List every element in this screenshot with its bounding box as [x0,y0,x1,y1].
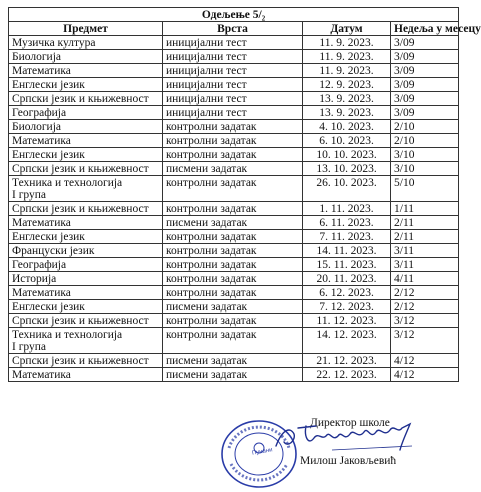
cell-date: 14. 12. 2023. [303,328,391,354]
table-row [9,354,459,368]
cell-type: иницијални тест [163,92,303,106]
table-row [9,78,459,92]
cell-subject-line: Српски језик и књижевност [12,355,149,367]
cell-subject [9,230,163,244]
table-row [9,64,459,78]
cell-subject [9,202,163,216]
table-row [9,368,459,382]
cell-subject-line: Техника и технологија [12,177,123,189]
table-row [9,300,459,314]
cell-date: 21. 12. 2023. [303,354,391,368]
cell-subject [9,92,163,106]
cell-week: 3/09 [391,106,459,120]
school-stamp-icon [219,418,299,490]
cell-type: иницијални тест [163,78,303,92]
cell-week: 3/09 [391,78,459,92]
table-row [9,286,459,300]
cell-subject-line: Музичка култура [12,37,96,49]
cell-subject [9,148,163,162]
cell-type: контролни задатак [163,148,303,162]
cell-date: 12. 9. 2023. [303,78,391,92]
cell-subject [9,176,163,202]
cell-date: 11. 9. 2023. [303,36,391,50]
cell-subject [9,328,163,354]
cell-date: 11. 12. 2023. [303,314,391,328]
cell-date: 15. 11. 2023. [303,258,391,272]
cell-subject-line: Биологија [12,121,62,133]
cell-subject-line: Биологија [12,51,62,63]
cell-type: писмени задатак [163,162,303,176]
cell-week: 2/12 [391,300,459,314]
cell-week: 3/12 [391,314,459,328]
cell-subject-line: Српски језик и књижевност [12,163,149,175]
cell-type: контролни задатак [163,176,303,202]
table-body [9,36,459,382]
cell-subject [9,354,163,368]
cell-subject [9,78,163,92]
cell-type: иницијални тест [163,106,303,120]
cell-week: 2/10 [391,120,459,134]
cell-type: писмени задатак [163,216,303,230]
cell-subject-line: Математика [12,287,71,299]
table-row [9,120,459,134]
cell-week: 2/11 [391,216,459,230]
cell-subject [9,258,163,272]
cell-subject-line: Енглески језик [12,231,85,243]
cell-subject [9,106,163,120]
cell-type: иницијални тест [163,50,303,64]
cell-subject [9,216,163,230]
cell-subject [9,272,163,286]
table-row [9,202,459,216]
header-subject: Предмет [9,22,163,36]
cell-week: 3/10 [391,148,459,162]
cell-week: 3/09 [391,50,459,64]
cell-subject-line: Енглески језик [12,149,85,161]
cell-week: 3/10 [391,162,459,176]
cell-subject-line: Математика [12,217,71,229]
cell-type: контролни задатак [163,286,303,300]
cell-type: контролни задатак [163,314,303,328]
cell-week: 1/11 [391,202,459,216]
cell-type: писмени задатак [163,368,303,382]
stamp-text: Пунани [251,447,274,457]
cell-subject [9,36,163,50]
cell-type: писмени задатак [163,354,303,368]
cell-week: 3/11 [391,244,459,258]
director-title: Директор школе [310,417,390,429]
cell-type: контролни задатак [163,134,303,148]
cell-week: 2/11 [391,230,459,244]
cell-type: контролни задатак [163,272,303,286]
table-header-row [9,22,459,36]
cell-subject-line: I група [12,341,47,353]
cell-week: 4/12 [391,354,459,368]
cell-date: 6. 12. 2023. [303,286,391,300]
cell-subject [9,162,163,176]
cell-date: 7. 12. 2023. [303,300,391,314]
table-row [9,36,459,50]
cell-subject-line: Српски језик и књижевност [12,315,149,327]
cell-date: 11. 9. 2023. [303,50,391,64]
cell-date: 6. 11. 2023. [303,216,391,230]
cell-date: 26. 10. 2023. [303,176,391,202]
cell-week: 3/09 [391,64,459,78]
cell-subject [9,244,163,258]
cell-subject-line: I група [12,189,47,201]
table-row [9,244,459,258]
cell-subject [9,300,163,314]
handwritten-signature-icon [272,420,422,456]
cell-week: 5/10 [391,176,459,202]
cell-week: 3/09 [391,36,459,50]
cell-subject-line: Математика [12,135,71,147]
header-type: Врста [163,22,303,36]
table-row [9,50,459,64]
cell-type: иницијални тест [163,64,303,78]
cell-week: 2/12 [391,286,459,300]
cell-subject [9,314,163,328]
cell-week: 4/11 [391,272,459,286]
cell-type: контролни задатак [163,258,303,272]
cell-subject [9,50,163,64]
table-row [9,148,459,162]
cell-date: 7. 11. 2023. [303,230,391,244]
cell-subject-line: Географија [12,107,67,119]
cell-subject-line: Енглески језик [12,301,85,313]
table-row [9,92,459,106]
table-title: Одељење 5/₂ [9,8,459,22]
cell-subject-line: Историја [12,273,57,285]
cell-subject-line: Српски језик и књижевност [12,93,149,105]
cell-subject-line: Француски језик [12,245,95,257]
table-row [9,230,459,244]
header-week: Недеља у месецу [391,22,459,36]
table-row [9,162,459,176]
cell-subject-line: Математика [12,369,71,381]
cell-subject [9,286,163,300]
table-row [9,328,459,354]
cell-date: 11. 9. 2023. [303,64,391,78]
cell-subject-line: Енглески језик [12,79,85,91]
cell-subject [9,120,163,134]
cell-date: 14. 11. 2023. [303,244,391,258]
cell-week: 3/09 [391,92,459,106]
cell-type: контролни задатак [163,244,303,258]
cell-week: 3/12 [391,328,459,354]
cell-week: 4/12 [391,368,459,382]
cell-date: 22. 12. 2023. [303,368,391,382]
cell-date: 13. 9. 2023. [303,106,391,120]
table-row [9,258,459,272]
director-name: Милош Јаковљевић [300,455,397,467]
table-row [9,314,459,328]
cell-subject [9,368,163,382]
cell-type: контролни задатак [163,202,303,216]
cell-type: контролни задатак [163,120,303,134]
table-row [9,216,459,230]
cell-subject-line: Географија [12,259,67,271]
table-row [9,176,459,202]
cell-subject [9,134,163,148]
cell-subject [9,64,163,78]
cell-date: 13. 10. 2023. [303,162,391,176]
cell-type: иницијални тест [163,36,303,50]
header-date: Датум [303,22,391,36]
cell-type: контролни задатак [163,230,303,244]
cell-week: 3/11 [391,258,459,272]
cell-week: 2/10 [391,134,459,148]
cell-date: 4. 10. 2023. [303,120,391,134]
cell-date: 6. 10. 2023. [303,134,391,148]
cell-subject-line: Техника и технологија [12,329,123,341]
cell-date: 20. 11. 2023. [303,272,391,286]
table-row [9,272,459,286]
schedule-table [8,7,481,382]
cell-subject-line: Српски језик и књижевност [12,203,149,215]
cell-date: 1. 11. 2023. [303,202,391,216]
table-title-row [9,8,459,22]
cell-date: 13. 9. 2023. [303,92,391,106]
table-row [9,106,459,120]
cell-type: контролни задатак [163,328,303,354]
cell-date: 10. 10. 2023. [303,148,391,162]
table-row [9,134,459,148]
cell-type: писмени задатак [163,300,303,314]
cell-subject-line: Математика [12,65,71,77]
